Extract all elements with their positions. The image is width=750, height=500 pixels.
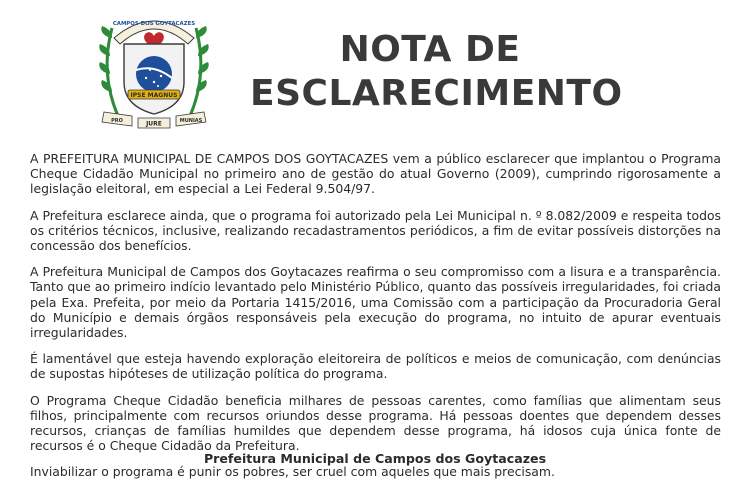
crest-motto-mid: JURE (146, 120, 162, 128)
paragraph: É lamentável que esteja havendo exploração eleitoreira de políticos e meios de comunicação, com denúncias de supostas hipóteses de utilização política do programa. (30, 351, 721, 382)
paragraph: A PREFEITURA MUNICIPAL DE CAMPOS DOS GOYTACAZES vem a público esclarecer que implantou o Programa Cheque Cidadão Municipal no primeiro ano de gestão do atual Governo (2009), cumprindo rigorosamente a legislação eleitoral, em especial a Lei Federal 9.504/97. (30, 151, 721, 197)
crest-ribbon-text: IPSE MAGNUS (130, 92, 178, 99)
paragraph: Inviabilizar o programa é punir os pobres, ser cruel com aqueles que mais precisam. (30, 464, 555, 480)
title-line-1: NOTA DE (339, 29, 521, 70)
crest-band-text: CAMPOS DOS GOYTACAZES (112, 21, 196, 27)
crest-motto-right: MUNIAS (179, 118, 203, 124)
header (0, 0, 750, 140)
page-title (250, 28, 623, 116)
paragraph: A Prefeitura esclarece ainda, que o programa foi autorizado pela Lei Municipal n. º 8.082/2009 e respeita todos os critérios técnicos, inclusive, realizando recadastramentos periódicos, a fim de evitar possíveis distorções na concessão dos benefícios. (30, 207, 721, 254)
coat-of-arms-icon (98, 8, 210, 132)
paragraph: O Programa Cheque Cidadão beneficia milhares de pessoas carentes, como famílias que alimentam seus filhos, principalmente com recursos oriundos desse programa. Há pessoas doentes que dependem desses recursos, crianças de famílias humildes que dependem desse programa, há idosos cuja única fonte de recursos é o Cheque Cidadão da Prefeitura. (30, 392, 721, 454)
signature: Prefeitura Municipal de Campos dos Goytacazes (203, 451, 547, 466)
note-body (30, 151, 721, 491)
title-line-2: ESCLARECIMENTO (250, 73, 623, 114)
paragraph: A Prefeitura Municipal de Campos dos Goytacazes reafirma o seu compromisso com a lisura e a transparência. Tanto que ao primeiro indício levantado pelo Ministério Público, quanto das possíveis irregularidades, foi criada pela Exa. Prefeita, por meio da Portaria 1415/2016, uma Comissão com a participação da Procuradoria Geral do Município e demais órgãos responsáveis pela execução do programa, no intuito de apurar eventuais irregularidades. (30, 264, 721, 341)
crest-motto-left: PRO (111, 118, 123, 124)
